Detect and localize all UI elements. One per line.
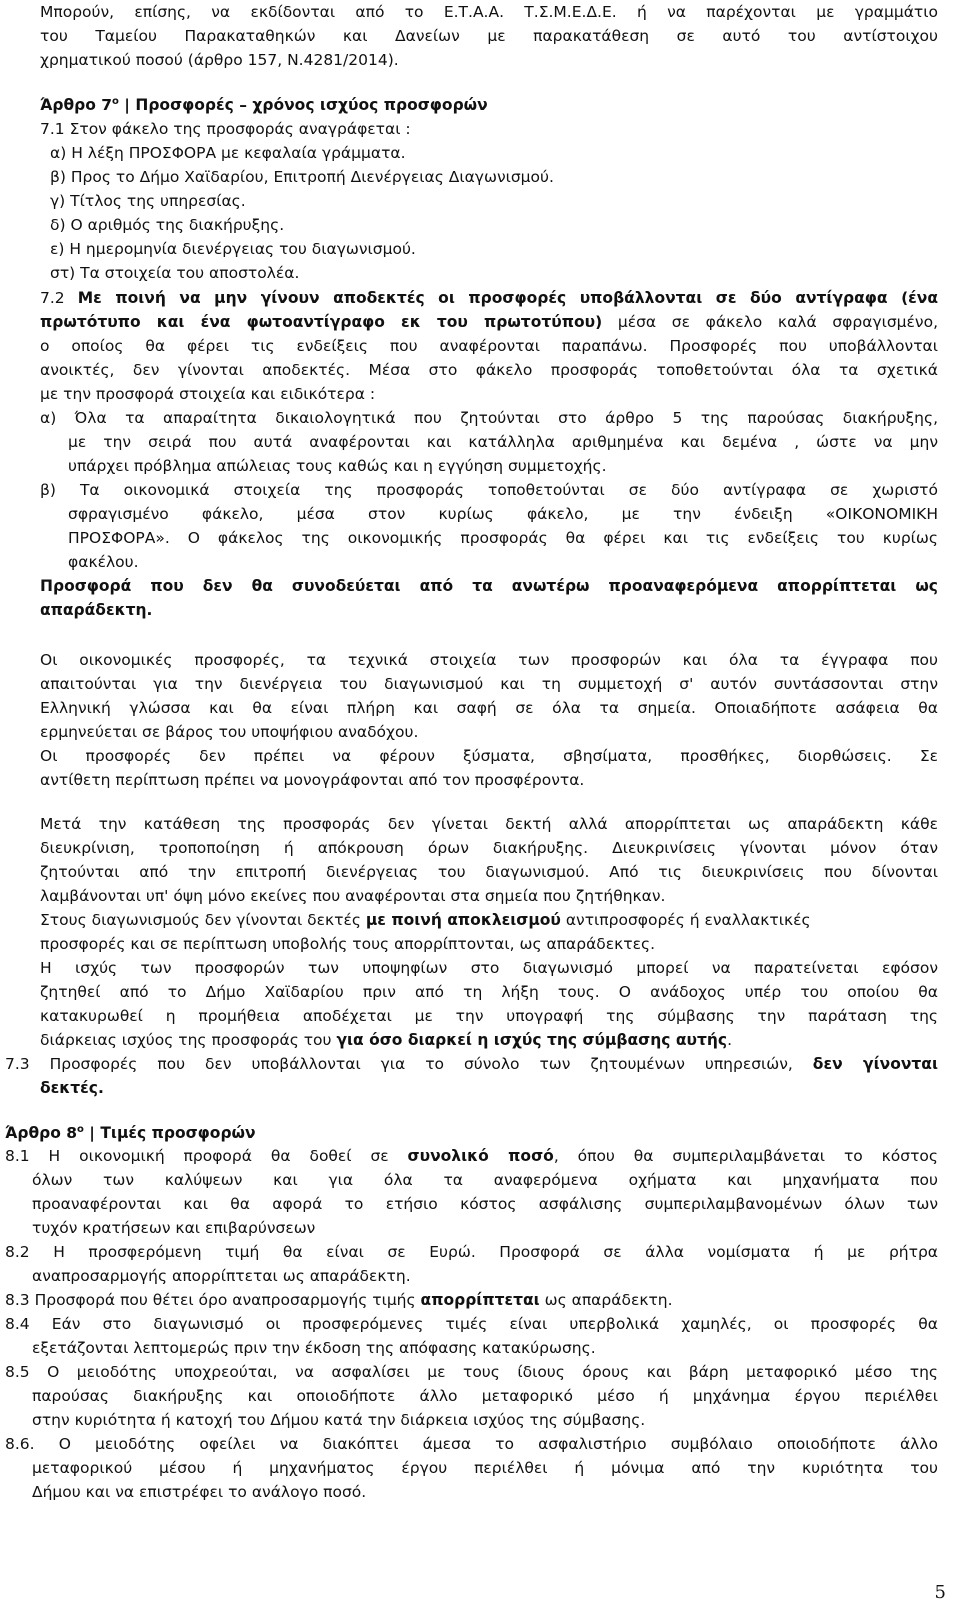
text-run: ως απαράδεκτη. — [539, 1291, 673, 1309]
text-line: α) Όλα τα απαραίτητα δικαιολογητικά που ζητούνται στο άρθρο 5 της παρούσας διακήρυξης, — [40, 409, 938, 427]
article-7-heading-number: Άρθρο 7 — [40, 96, 113, 114]
article-7-heading-sup: ο — [112, 95, 119, 107]
article-7-heading — [40, 93, 488, 117]
article-7-heading-title: | Προσφορές – χρόνος ισχύος προσφορών — [118, 96, 488, 114]
text-line: ζητούνται από την επιτροπή διενέργειας του διαγωνισμού. Από τις διευκρινίσεις που δίνονται — [40, 863, 938, 881]
text-line: 8.2 Η προσφερόμενη τιμή θα είναι σε Ευρώ. Προσφορά σε άλλα νομίσματα ή με ρήτρα — [5, 1243, 938, 1261]
text-run-bold: για όσο διαρκεί η ισχύς της σύμβασης αυτής — [336, 1031, 728, 1049]
text-line: μεταφορικού μέσου ή μηχανήματος έργου περιέλθει ή μόνιμα από την κυριότητα του — [32, 1459, 938, 1477]
text-line: 7.1 Στον φάκελο της προσφοράς αναγράφεται : — [40, 120, 411, 138]
text-line — [5, 1052, 938, 1076]
text-line — [5, 1288, 673, 1312]
text-run: μέσα σε φάκελο καλά σφραγισμένο, — [602, 313, 938, 331]
list-item: δ) Ο αριθμός της διακήρυξης. — [50, 216, 285, 234]
text-line — [40, 310, 938, 334]
text-run: διάρκειας ισχύος της προσφοράς του — [40, 1031, 337, 1049]
text-line: προσφορές και σε περίπτωση υποβολής τους απορρίπτονται, ως απαράδεκτες. — [40, 935, 656, 953]
text-line: απαιτούνται για την διενέργεια του διαγωνισμού και τη συμμετοχή σ' αυτόν συντάσσονται στην — [40, 675, 938, 693]
text-line: Δήμου και να επιστρέφει το ανάλογο ποσό. — [32, 1483, 367, 1501]
article-8-heading — [5, 1121, 256, 1145]
text-line: εξετάζονται λεπτομερώς πριν την έκδοση της απόφασης κατακύρωσης. — [32, 1339, 596, 1357]
text-line — [40, 286, 938, 310]
list-item: β) Προς το Δήμο Χαϊδαρίου, Επιτροπή Διενέργειας Διαγωνισμού. — [50, 168, 554, 186]
text-line: ερμηνεύεται σε βάρος του υποψήφιου αναδόχου. — [40, 723, 419, 741]
list-item: γ) Τίτλος της υπηρεσίας. — [50, 192, 246, 210]
text-line: προαναφέρονται και θα αφορά το ετήσιο κόστος ασφάλισης συμπεριλαμβανομένων όλων των — [32, 1195, 938, 1213]
text-line: β) Τα οικονομικά στοιχεία της προσφοράς τοποθετούνται σε δύο αντίγραφα σε χωριστό — [40, 481, 938, 499]
text-line — [40, 908, 811, 932]
text-line: με την προσφορά στοιχεία και ειδικότερα : — [40, 385, 376, 403]
text-line-bold: δεκτές. — [40, 1079, 104, 1097]
text-run-bold: δεν γίνονται — [812, 1055, 938, 1073]
text-line-bold: απαράδεκτη. — [40, 601, 153, 619]
text-line: διευκρίνιση, τροποποίηση ή απόκρουση όρων διακήρυξης. Διευκρινίσεις γίνονται μόνον όταν — [40, 839, 938, 857]
text-run: 8.3 Προσφορά που θέτει όρο αναπροσαρμογής τιμής — [5, 1291, 421, 1309]
text-line: λαμβάνονται υπ' όψη μόνο εκείνες που αναφέρονται στα σημεία που ζητήθηκαν. — [40, 887, 666, 905]
article-8-heading-sup: ο — [77, 1123, 84, 1135]
text-line: ΠΡΟΣΦΟΡΑ». Ο φάκελος της οικονομικής προσφοράς θα φέρει και τις ενδείξεις του κυρίως — [68, 529, 938, 547]
text-run-bold: με ποινή αποκλεισμού — [365, 911, 561, 929]
text-run-bold: Με ποινή να μην γίνουν αποδεκτές οι προσφορές υποβάλλονται σε δύο αντίγραφα (ένα — [77, 289, 938, 307]
text-line-bold: Προσφορά που δεν θα συνοδεύεται από τα ανωτέρω προαναφερόμενα απορρίπτεται ως — [40, 577, 938, 595]
text-line: σφραγισμένο φάκελο, μέσα στον κυρίως φάκελο, με την ένδειξη «ΟΙΚΟΝΟΜΙΚΗ — [68, 505, 938, 523]
list-item: ε) Η ημερομηνία διενέργειας του διαγωνισμού. — [50, 240, 416, 258]
text-line: 8.5 Ο μειοδότης υποχρεούται, να ασφαλίσει με τους ίδιους όρους και βάρη μεταφορικό μέσο της — [5, 1363, 938, 1381]
text-line: παρούσας διακήρυξης και οποιοδήποτε άλλο μεταφορικό μέσο ή μηχάνημα έργου περιέλθει — [32, 1387, 938, 1405]
text-line: 8.4 Εάν στο διαγωνισμό οι προσφερόμενες τιμές είναι υπερβολικά χαμηλές, οι προσφορές θα — [5, 1315, 938, 1333]
text-line: όλων των καλύψεων και για όλα τα αναφερόμενα οχήματα και μηχανήματα που — [32, 1171, 938, 1189]
text-run-bold: συνολικό ποσό — [407, 1147, 554, 1165]
article-8-heading-title: | Τιμές προσφορών — [83, 1124, 256, 1142]
text-line: κατακυρωθεί η προμήθεια αποδέχεται με την υπογραφή της σύμβασης την παράταση της — [40, 1007, 938, 1025]
text-line — [40, 1028, 732, 1052]
text-run-bold: πρωτότυπο και ένα φωτοαντίγραφο εκ του πρωτοτύπου) — [40, 313, 603, 331]
text-line: υπάρχει πρόβλημα απώλειας τους καθώς και η εγγύηση συμμετοχής. — [68, 457, 607, 475]
text-line: Η ισχύς των προσφορών των υποψηφίων στο διαγωνισμό μπορεί να παρατείνεται εφόσον — [40, 959, 938, 977]
text-run: αντιπροσφορές ή εναλλακτικές — [560, 911, 811, 929]
text-line: Ελληνική γλώσσα και θα είναι πλήρη και σαφή σε όλα τα σημεία. Οποιαδήποτε ασάφεια θα — [40, 699, 938, 717]
text-line: ο οποίος θα φέρει τις ενδείξεις που αναφέρονται παραπάνω. Προσφορές που υποβάλλονται — [40, 337, 938, 355]
text-line: χρηματικού ποσού (άρθρο 157, Ν.4281/2014). — [40, 51, 399, 69]
text-line: φακέλου. — [68, 553, 139, 571]
text-run: 7.2 — [40, 289, 78, 307]
text-line: ανοικτές, δεν γίνονται αποδεκτές. Μέσα στο φάκελο προσφοράς τοποθετούνται όλα τα σχετικά — [40, 361, 938, 379]
text-line: αντίθετη περίπτωση πρέπει να μονογράφονται από τον προσφέροντα. — [40, 771, 585, 789]
text-line: Οι προσφορές δεν πρέπει να φέρουν ξύσματα, σβησίματα, προσθήκες, διορθώσεις. Σε — [40, 747, 938, 765]
text-run: 7.3 Προσφορές που δεν υποβάλλονται για το σύνολο των ζητουμένων υπηρεσιών, — [5, 1055, 813, 1073]
text-line: με την σειρά που αυτά αναφέρονται και κατάλληλα αριθμημένα και δεμένα , ώστε να μην — [68, 433, 938, 451]
text-run: 8.1 Η οικονομική προφορά θα δοθεί σε — [5, 1147, 408, 1165]
text-line: του Ταμείου Παρακαταθηκών και Δανείων με παρακατάθεση σε αυτό του αντίστοιχου — [40, 27, 938, 45]
list-item: α) Η λέξη ΠΡΟΣΦΟΡΑ με κεφαλαία γράμματα. — [50, 144, 406, 162]
text-run: Στους διαγωνισμούς δεν γίνονται δεκτές — [40, 911, 366, 929]
article-8-heading-number: Άρθρο 8 — [5, 1124, 78, 1142]
text-line: Μπορούν, επίσης, να εκδίδονται από το Ε.Τ.Α.Α. Τ.Σ.Μ.Ε.Δ.Ε. ή να παρέχονται με γραμμάτιο — [40, 3, 938, 21]
text-line: αναπροσαρμογής απορρίπτεται ως απαράδεκτη. — [32, 1267, 411, 1285]
list-item: στ) Τα στοιχεία του αποστολέα. — [50, 264, 300, 282]
text-line: στην κυριότητα ή κατοχή του Δήμου κατά την διάρκεια ισχύος της σύμβασης. — [32, 1411, 646, 1429]
text-line: τυχόν κρατήσεων και επιβαρύνσεων — [32, 1219, 316, 1237]
text-run: . — [727, 1031, 733, 1049]
text-run-bold: απορρίπτεται — [420, 1291, 540, 1309]
text-line: ζητηθεί από το Δήμο Χαϊδαρίου πριν από τη λήξη τους. Ο ανάδοχος υπέρ του οποίου θα — [40, 983, 938, 1001]
text-line: Μετά την κατάθεση της προσφοράς δεν γίνεται δεκτή αλλά απορρίπτεται ως απαράδεκτη κάθε — [40, 815, 938, 833]
text-line: Οι οικονομικές προσφορές, τα τεχνικά στοιχεία των προσφορών και όλα τα έγγραφα που — [40, 651, 938, 669]
text-line — [5, 1144, 938, 1168]
text-line: 8.6. Ο μειοδότης οφείλει να διακόπτει άμεσα το ασφαλιστήριο συμβόλαιο οποιοδήποτε άλλο — [5, 1435, 938, 1453]
page-number: 5 — [934, 1582, 946, 1603]
text-run: , όπου θα συμπεριλαμβάνεται το κόστος — [553, 1147, 939, 1165]
